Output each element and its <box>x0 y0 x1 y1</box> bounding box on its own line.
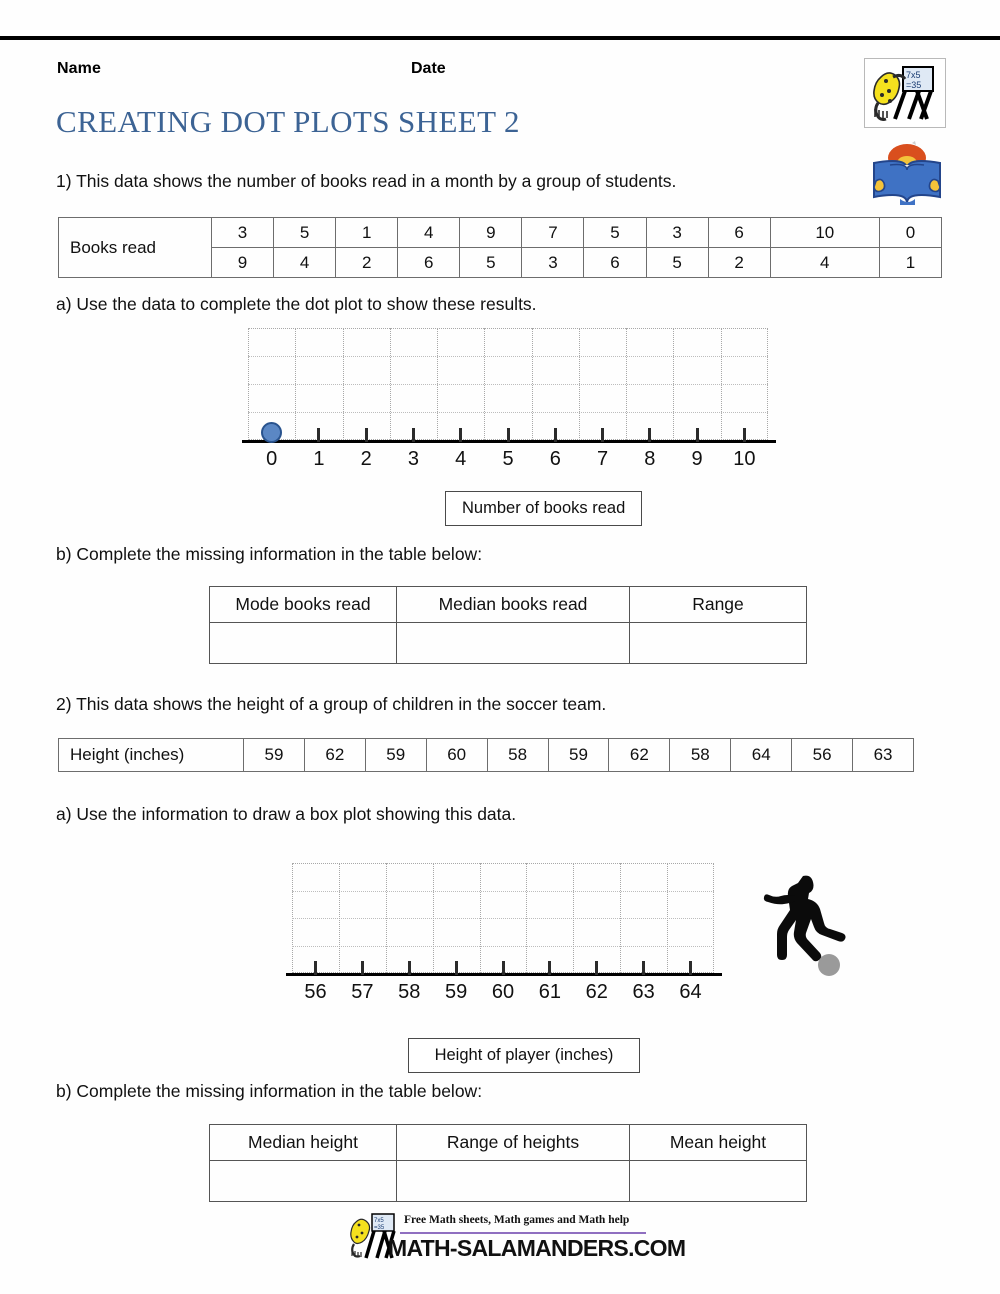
cell: 6 <box>584 248 646 278</box>
axis-tick-label: 6 <box>549 448 561 470</box>
cell: 59 <box>365 739 426 772</box>
cell: 6 <box>398 248 460 278</box>
axis-tick <box>642 961 645 975</box>
grid-row-line <box>292 946 714 947</box>
axis-tick <box>365 428 368 442</box>
grid-col-line <box>484 328 485 440</box>
cell: 63 <box>853 739 914 772</box>
mode-answer-cell[interactable] <box>210 623 397 664</box>
column-header: Mean height <box>630 1125 807 1161</box>
axis-tick <box>412 428 415 442</box>
axis-tick-label: 8 <box>644 448 656 470</box>
axis-tick <box>314 961 317 975</box>
cell: 2 <box>708 248 770 278</box>
cell: 2 <box>336 248 398 278</box>
grid-col-line <box>480 863 481 973</box>
axis-tick-label: 63 <box>632 981 655 1003</box>
table-row[interactable] <box>210 1161 807 1202</box>
grid-col-line <box>343 328 344 440</box>
table-row <box>59 218 942 248</box>
axis-tick-label: 0 <box>266 448 278 470</box>
q2-summary-table[interactable] <box>209 1124 807 1202</box>
grid-col-line <box>626 328 627 440</box>
column-header: Median books read <box>397 587 630 623</box>
q1-summary-table[interactable] <box>209 586 807 664</box>
q1-data-table <box>58 217 942 278</box>
axis-tick-label: 56 <box>304 981 327 1003</box>
axis-tick <box>317 428 320 442</box>
range-answer-cell[interactable] <box>630 623 807 664</box>
axis-tick <box>548 961 551 975</box>
grid-col-line <box>573 863 574 973</box>
axis-tick <box>502 961 505 975</box>
footer-divider <box>400 1232 646 1234</box>
height-box-plot[interactable] <box>292 863 722 1003</box>
name-label: Name <box>57 60 101 77</box>
axis-tick <box>455 961 458 975</box>
q2-prompt: 2) This data shows the height of a group of children in the soccer team. <box>56 694 607 714</box>
cell: 4 <box>274 248 336 278</box>
salamander-logo-icon <box>865 59 943 125</box>
grid-col-line <box>437 328 438 440</box>
axis-tick <box>743 428 746 442</box>
cell: 62 <box>304 739 365 772</box>
soccer-player-icon <box>757 866 857 986</box>
grid-col-line <box>386 863 387 973</box>
cell: 5 <box>584 218 646 248</box>
grid-row-line <box>248 412 768 413</box>
grid-row-line <box>292 891 714 892</box>
cell: 1 <box>879 248 941 278</box>
grid-row-line <box>248 384 768 385</box>
axis-tick <box>601 428 604 442</box>
q1a-prompt: a) Use the data to complete the dot plot to show these results. <box>56 294 537 314</box>
axis-tick-label: 58 <box>398 981 421 1003</box>
page-top-rule <box>0 36 1000 40</box>
svg-text:7x5: 7x5 <box>906 70 921 80</box>
cell: 56 <box>792 739 853 772</box>
axis-tick <box>408 961 411 975</box>
cell: 4 <box>398 218 460 248</box>
axis-tick-label: 2 <box>360 448 372 470</box>
q1-axis-caption: Number of books read <box>445 491 642 526</box>
cell: 1 <box>336 218 398 248</box>
q1-prompt: 1) This data shows the number of books read in a month by a group of students. <box>56 171 677 191</box>
table-header-row <box>210 1125 807 1161</box>
table-row <box>59 739 914 772</box>
svg-text:=35: =35 <box>906 80 922 90</box>
reading-child-image <box>866 141 948 207</box>
cell: 9 <box>212 248 274 278</box>
table-header-row <box>210 587 807 623</box>
column-header: Range <box>630 587 807 623</box>
grid-col-line <box>339 863 340 973</box>
axis-tick-label: 57 <box>351 981 374 1003</box>
axis-tick-label: 9 <box>691 448 703 470</box>
grid-row-line <box>248 356 768 357</box>
q2-axis-caption: Height of player (inches) <box>408 1038 640 1073</box>
axis-tick-label: 1 <box>313 448 325 470</box>
cell: 9 <box>460 218 522 248</box>
footer-tagline: Free Math sheets, Math games and Math help <box>404 1214 630 1226</box>
axis-tick-label: 4 <box>455 448 467 470</box>
book-reader-icon <box>866 141 948 207</box>
axis-tick-label: 59 <box>444 981 468 1003</box>
svg-text:=35: =35 <box>374 1225 385 1231</box>
cell: 5 <box>646 248 708 278</box>
axis-tick-label: 61 <box>538 981 561 1003</box>
q2a-prompt: a) Use the information to draw a box plot showing this data. <box>56 804 517 824</box>
page-title: CREATING DOT PLOTS SHEET 2 <box>56 104 520 139</box>
grid-row-line <box>292 918 714 919</box>
axis-tick <box>696 428 699 442</box>
median-height-answer-cell[interactable] <box>210 1161 397 1202</box>
grid-col-line <box>532 328 533 440</box>
q2-data-table <box>58 738 914 772</box>
axis-tick-label: 7 <box>596 448 609 470</box>
range-heights-answer-cell[interactable] <box>397 1161 630 1202</box>
q2b-prompt: b) Complete the missing information in the table below: <box>56 1081 483 1101</box>
grid-col-line <box>620 863 621 973</box>
cell: 5 <box>274 218 336 248</box>
axis-tick <box>361 961 364 975</box>
axis-tick <box>554 428 557 442</box>
axis-tick-label: 10 <box>733 448 756 470</box>
grid-col-line <box>673 328 674 440</box>
axis-tick <box>689 961 692 975</box>
mean-height-answer-cell[interactable] <box>630 1161 807 1202</box>
footer-url[interactable]: MATH-SALAMANDERS.COM <box>388 1235 686 1261</box>
grid-col-line <box>295 328 296 440</box>
salamander-logo <box>864 58 946 128</box>
axis-tick-label: 60 <box>491 981 515 1003</box>
cell: 5 <box>460 248 522 278</box>
books-dot-plot[interactable] <box>248 328 788 488</box>
cell: 10 <box>770 218 879 248</box>
grid-col-line <box>433 863 434 973</box>
q2-table-label: Height (inches) <box>59 739 244 772</box>
date-label: Date <box>411 60 446 77</box>
column-header: Median height <box>210 1125 397 1161</box>
plot-dot[interactable] <box>261 422 282 443</box>
table-row[interactable] <box>210 623 807 664</box>
cell: 0 <box>879 218 941 248</box>
cell: 6 <box>708 218 770 248</box>
column-header: Mode books read <box>210 587 397 623</box>
cell: 3 <box>646 218 708 248</box>
cell: 3 <box>212 218 274 248</box>
cell: 64 <box>731 739 792 772</box>
axis-tick <box>648 428 651 442</box>
cell: 3 <box>522 248 584 278</box>
cell: 62 <box>609 739 670 772</box>
axis-tick <box>459 428 462 442</box>
axis-tick-label: 64 <box>679 981 702 1003</box>
cell: 7 <box>522 218 584 248</box>
grid-col-line <box>579 328 580 440</box>
axis-tick <box>507 428 510 442</box>
cell: 59 <box>244 739 305 772</box>
grid-col-line <box>667 863 668 973</box>
svg-text:7x5: 7x5 <box>374 1218 384 1224</box>
grid-col-line <box>526 863 527 973</box>
axis-tick-label: 3 <box>407 448 420 470</box>
cell: 58 <box>670 739 731 772</box>
cell: 59 <box>548 739 609 772</box>
column-header: Range of heights <box>397 1125 630 1161</box>
cell: 4 <box>770 248 879 278</box>
cell: 60 <box>426 739 487 772</box>
q1b-prompt: b) Complete the missing information in the table below: <box>56 544 483 564</box>
grid-col-line <box>721 328 722 440</box>
soccer-player-image <box>757 866 857 986</box>
page-footer <box>0 1212 1000 1272</box>
axis-tick-label: 5 <box>502 448 514 470</box>
q1-table-label: Books read <box>59 218 212 278</box>
grid-col-line <box>390 328 391 440</box>
axis-tick <box>595 961 598 975</box>
axis-tick-label: 62 <box>585 981 608 1003</box>
median-answer-cell[interactable] <box>397 623 630 664</box>
cell: 58 <box>487 739 548 772</box>
